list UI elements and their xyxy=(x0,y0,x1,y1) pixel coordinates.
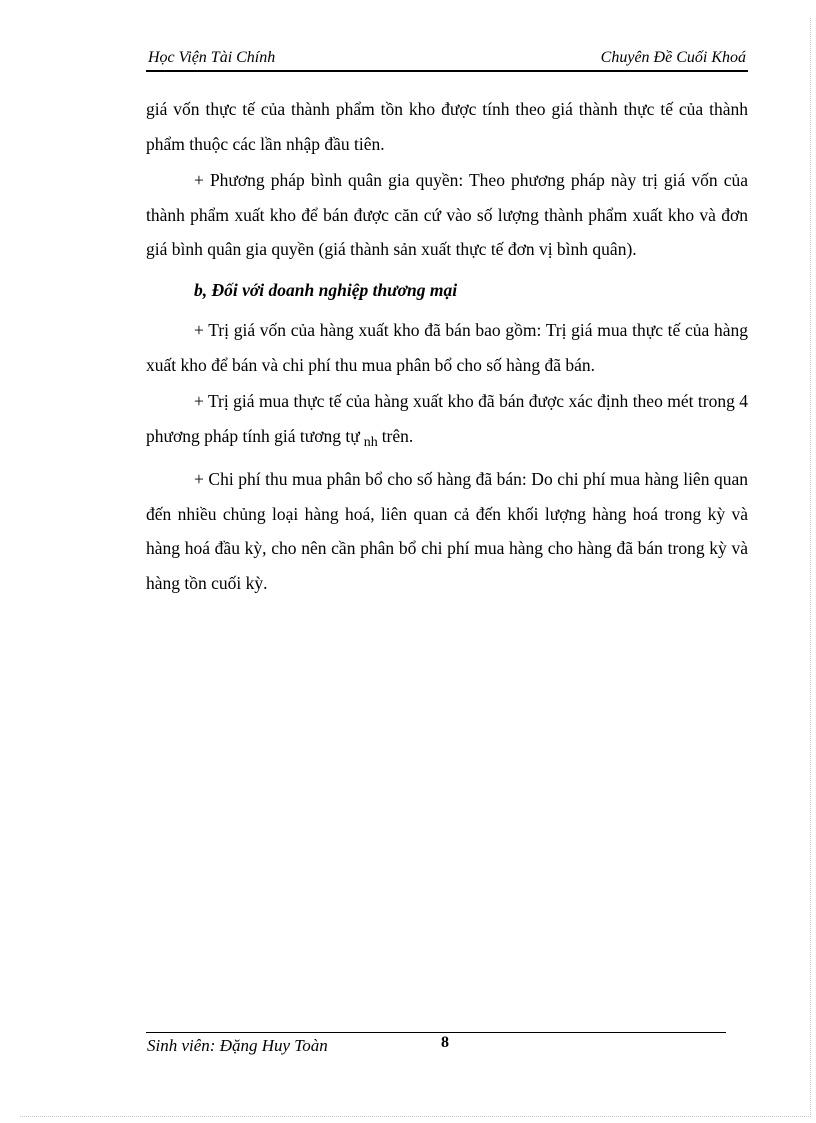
paragraph-weighted-average: + Phương pháp bình quân gia quyền: Theo phương pháp này trị giá vốn của thành phẩm xuất kho để bán được căn cứ vào số lượng thành phẩm xuất kho và đơn giá bình quân gia quyền (giá thành sản xuất thực tế đơn vị bình quân). xyxy=(146,170,748,259)
document-body xyxy=(146,92,748,602)
footer-divider xyxy=(146,1032,726,1033)
paragraph-cost-of-goods: + Trị giá vốn của hàng xuất kho đã bán bao gồm: Trị giá mua thực tế của hàng xuất kho để bán và chi phí thu mua phân bổ cho số hàng đã bán. xyxy=(146,320,748,375)
subscript-fragment: nh xyxy=(363,434,378,450)
section-heading: b, Đối với doanh nghiệp thương mại xyxy=(194,279,458,300)
paragraph-purchase-value-text: + Trị giá mua thực tế của hàng xuất kho đã bán được xác định theo mét trong 4 phương pháp tính giá tương tự xyxy=(146,391,748,446)
page-number: 8 xyxy=(441,1034,449,1051)
paragraph-continuation: giá vốn thực tế của thành phẩm tồn kho được tính theo giá thành thực tế của thành phẩm thuộc các lần nhập đầu tiên. xyxy=(146,99,748,154)
paragraph-purchase-value xyxy=(146,384,748,460)
footer-student-name: Sinh viên: Đặng Huy Toàn xyxy=(147,1036,328,1055)
page-header xyxy=(146,48,748,72)
header-institution: Học Viện Tài Chính xyxy=(148,49,276,66)
paragraph-purchase-value-end: trên. xyxy=(381,425,414,446)
header-document-type: Chuyên Đề Cuối Khoá xyxy=(600,49,746,66)
paragraph-purchase-cost-allocation: + Chi phí thu mua phân bổ cho số hàng đã bán: Do chi phí mua hàng liên quan đến nhiều chủng loại hàng hoá, liên quan cả đến khối lượng hàng hoá trong kỳ và hàng hoá đầu kỳ, cho nên cần phân bổ chi phí mua hàng cho hàng đã bán trong kỳ và hàng tồn cuối kỳ. xyxy=(146,469,748,593)
